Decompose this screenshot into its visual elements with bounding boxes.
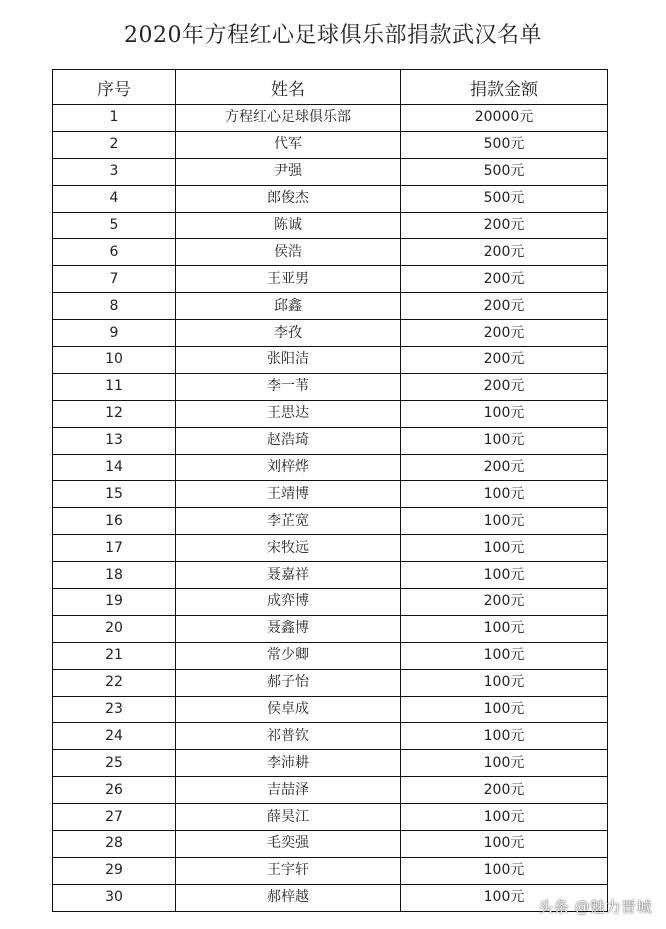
table-row bbox=[53, 777, 608, 804]
row-name: 王宇轩 bbox=[176, 857, 401, 884]
row-index: 29 bbox=[53, 857, 176, 884]
row-name: 李沛耕 bbox=[176, 750, 401, 777]
row-index: 16 bbox=[53, 508, 176, 535]
row-amount: 100元 bbox=[401, 481, 608, 508]
row-name: 李一苇 bbox=[176, 373, 401, 400]
row-index: 17 bbox=[53, 535, 176, 562]
row-index: 6 bbox=[53, 239, 176, 266]
table-row bbox=[53, 185, 608, 212]
row-index: 27 bbox=[53, 804, 176, 831]
table-row bbox=[53, 105, 608, 132]
row-amount: 100元 bbox=[401, 642, 608, 669]
row-index: 15 bbox=[53, 481, 176, 508]
page-title: 2020年方程红心足球俱乐部捐款武汉名单 bbox=[124, 23, 542, 48]
table-row bbox=[53, 723, 608, 750]
row-index: 10 bbox=[53, 347, 176, 374]
table-row bbox=[53, 562, 608, 589]
row-name: 侯浩 bbox=[176, 239, 401, 266]
table-row bbox=[53, 481, 608, 508]
donation-table bbox=[52, 69, 608, 912]
table-row bbox=[53, 857, 608, 884]
row-name: 李孜 bbox=[176, 320, 401, 347]
table-row bbox=[53, 427, 608, 454]
row-name: 聂鑫博 bbox=[176, 615, 401, 642]
table-row bbox=[53, 696, 608, 723]
row-index: 13 bbox=[53, 427, 176, 454]
row-name: 薛昊江 bbox=[176, 804, 401, 831]
row-amount: 100元 bbox=[401, 831, 608, 858]
row-name: 王靖博 bbox=[176, 481, 401, 508]
row-amount: 100元 bbox=[401, 615, 608, 642]
row-amount: 100元 bbox=[401, 750, 608, 777]
row-amount: 100元 bbox=[401, 804, 608, 831]
table-row bbox=[53, 373, 608, 400]
table-header bbox=[53, 70, 608, 105]
header-index: 序号 bbox=[53, 70, 176, 105]
table-row bbox=[53, 212, 608, 239]
table-row bbox=[53, 750, 608, 777]
row-name: 常少卿 bbox=[176, 642, 401, 669]
row-amount: 200元 bbox=[401, 589, 608, 616]
table-row bbox=[53, 320, 608, 347]
table-body bbox=[53, 105, 608, 912]
row-amount: 500元 bbox=[401, 158, 608, 185]
row-index: 2 bbox=[53, 131, 176, 158]
row-index: 25 bbox=[53, 750, 176, 777]
row-index: 22 bbox=[53, 669, 176, 696]
row-name: 方程红心足球俱乐部 bbox=[176, 105, 401, 132]
row-name: 尹强 bbox=[176, 158, 401, 185]
row-amount: 100元 bbox=[401, 427, 608, 454]
row-index: 18 bbox=[53, 562, 176, 589]
row-name: 刘梓烨 bbox=[176, 454, 401, 481]
table-row bbox=[53, 158, 608, 185]
row-name: 祁普钦 bbox=[176, 723, 401, 750]
row-name: 陈诚 bbox=[176, 212, 401, 239]
row-index: 30 bbox=[53, 884, 176, 911]
row-index: 12 bbox=[53, 400, 176, 427]
row-name: 毛奕强 bbox=[176, 831, 401, 858]
row-index: 21 bbox=[53, 642, 176, 669]
row-name: 邱鑫 bbox=[176, 293, 401, 320]
row-amount: 100元 bbox=[401, 857, 608, 884]
row-amount: 200元 bbox=[401, 239, 608, 266]
table-row bbox=[53, 266, 608, 293]
row-name: 赵浩琦 bbox=[176, 427, 401, 454]
row-amount: 100元 bbox=[401, 884, 608, 911]
row-name: 代军 bbox=[176, 131, 401, 158]
row-amount: 200元 bbox=[401, 320, 608, 347]
row-index: 7 bbox=[53, 266, 176, 293]
row-index: 8 bbox=[53, 293, 176, 320]
table-row bbox=[53, 508, 608, 535]
row-index: 11 bbox=[53, 373, 176, 400]
header-name: 姓名 bbox=[176, 70, 401, 105]
row-index: 14 bbox=[53, 454, 176, 481]
row-amount: 100元 bbox=[401, 669, 608, 696]
row-name: 王亚男 bbox=[176, 266, 401, 293]
row-index: 19 bbox=[53, 589, 176, 616]
row-amount: 100元 bbox=[401, 535, 608, 562]
row-name: 郝子怡 bbox=[176, 669, 401, 696]
row-index: 5 bbox=[53, 212, 176, 239]
table-row bbox=[53, 884, 608, 911]
row-name: 成弈博 bbox=[176, 589, 401, 616]
row-name: 郎俊杰 bbox=[176, 185, 401, 212]
header-amount: 捐款金额 bbox=[401, 70, 608, 105]
row-amount: 200元 bbox=[401, 347, 608, 374]
table-row bbox=[53, 535, 608, 562]
row-name: 聂嘉祥 bbox=[176, 562, 401, 589]
table-row bbox=[53, 293, 608, 320]
row-index: 28 bbox=[53, 831, 176, 858]
row-amount: 200元 bbox=[401, 212, 608, 239]
table-row bbox=[53, 615, 608, 642]
row-index: 23 bbox=[53, 696, 176, 723]
row-amount: 100元 bbox=[401, 696, 608, 723]
table-row bbox=[53, 589, 608, 616]
table-row bbox=[53, 239, 608, 266]
table-row bbox=[53, 804, 608, 831]
row-index: 9 bbox=[53, 320, 176, 347]
table-row bbox=[53, 454, 608, 481]
table-row bbox=[53, 642, 608, 669]
row-name: 张阳洁 bbox=[176, 347, 401, 374]
table-row bbox=[53, 669, 608, 696]
row-amount: 200元 bbox=[401, 373, 608, 400]
row-name: 侯卓成 bbox=[176, 696, 401, 723]
table-row bbox=[53, 831, 608, 858]
row-index: 1 bbox=[53, 105, 176, 132]
table-row bbox=[53, 400, 608, 427]
row-amount: 100元 bbox=[401, 562, 608, 589]
row-index: 20 bbox=[53, 615, 176, 642]
table-row bbox=[53, 131, 608, 158]
row-amount: 200元 bbox=[401, 293, 608, 320]
row-amount: 500元 bbox=[401, 131, 608, 158]
row-index: 4 bbox=[53, 185, 176, 212]
row-amount: 200元 bbox=[401, 266, 608, 293]
row-index: 3 bbox=[53, 158, 176, 185]
row-amount: 200元 bbox=[401, 454, 608, 481]
row-amount: 500元 bbox=[401, 185, 608, 212]
row-amount: 100元 bbox=[401, 723, 608, 750]
row-index: 26 bbox=[53, 777, 176, 804]
table-row bbox=[53, 347, 608, 374]
header-row bbox=[53, 70, 608, 105]
row-name: 吉喆泽 bbox=[176, 777, 401, 804]
row-amount: 20000元 bbox=[401, 105, 608, 132]
row-amount: 100元 bbox=[401, 508, 608, 535]
row-name: 宋牧远 bbox=[176, 535, 401, 562]
row-amount: 100元 bbox=[401, 400, 608, 427]
row-name: 王思达 bbox=[176, 400, 401, 427]
row-name: 李芷宽 bbox=[176, 508, 401, 535]
row-amount: 200元 bbox=[401, 777, 608, 804]
row-name: 郝梓越 bbox=[176, 884, 401, 911]
row-index: 24 bbox=[53, 723, 176, 750]
watermark: 头条 @魅力晋城 bbox=[538, 898, 652, 916]
